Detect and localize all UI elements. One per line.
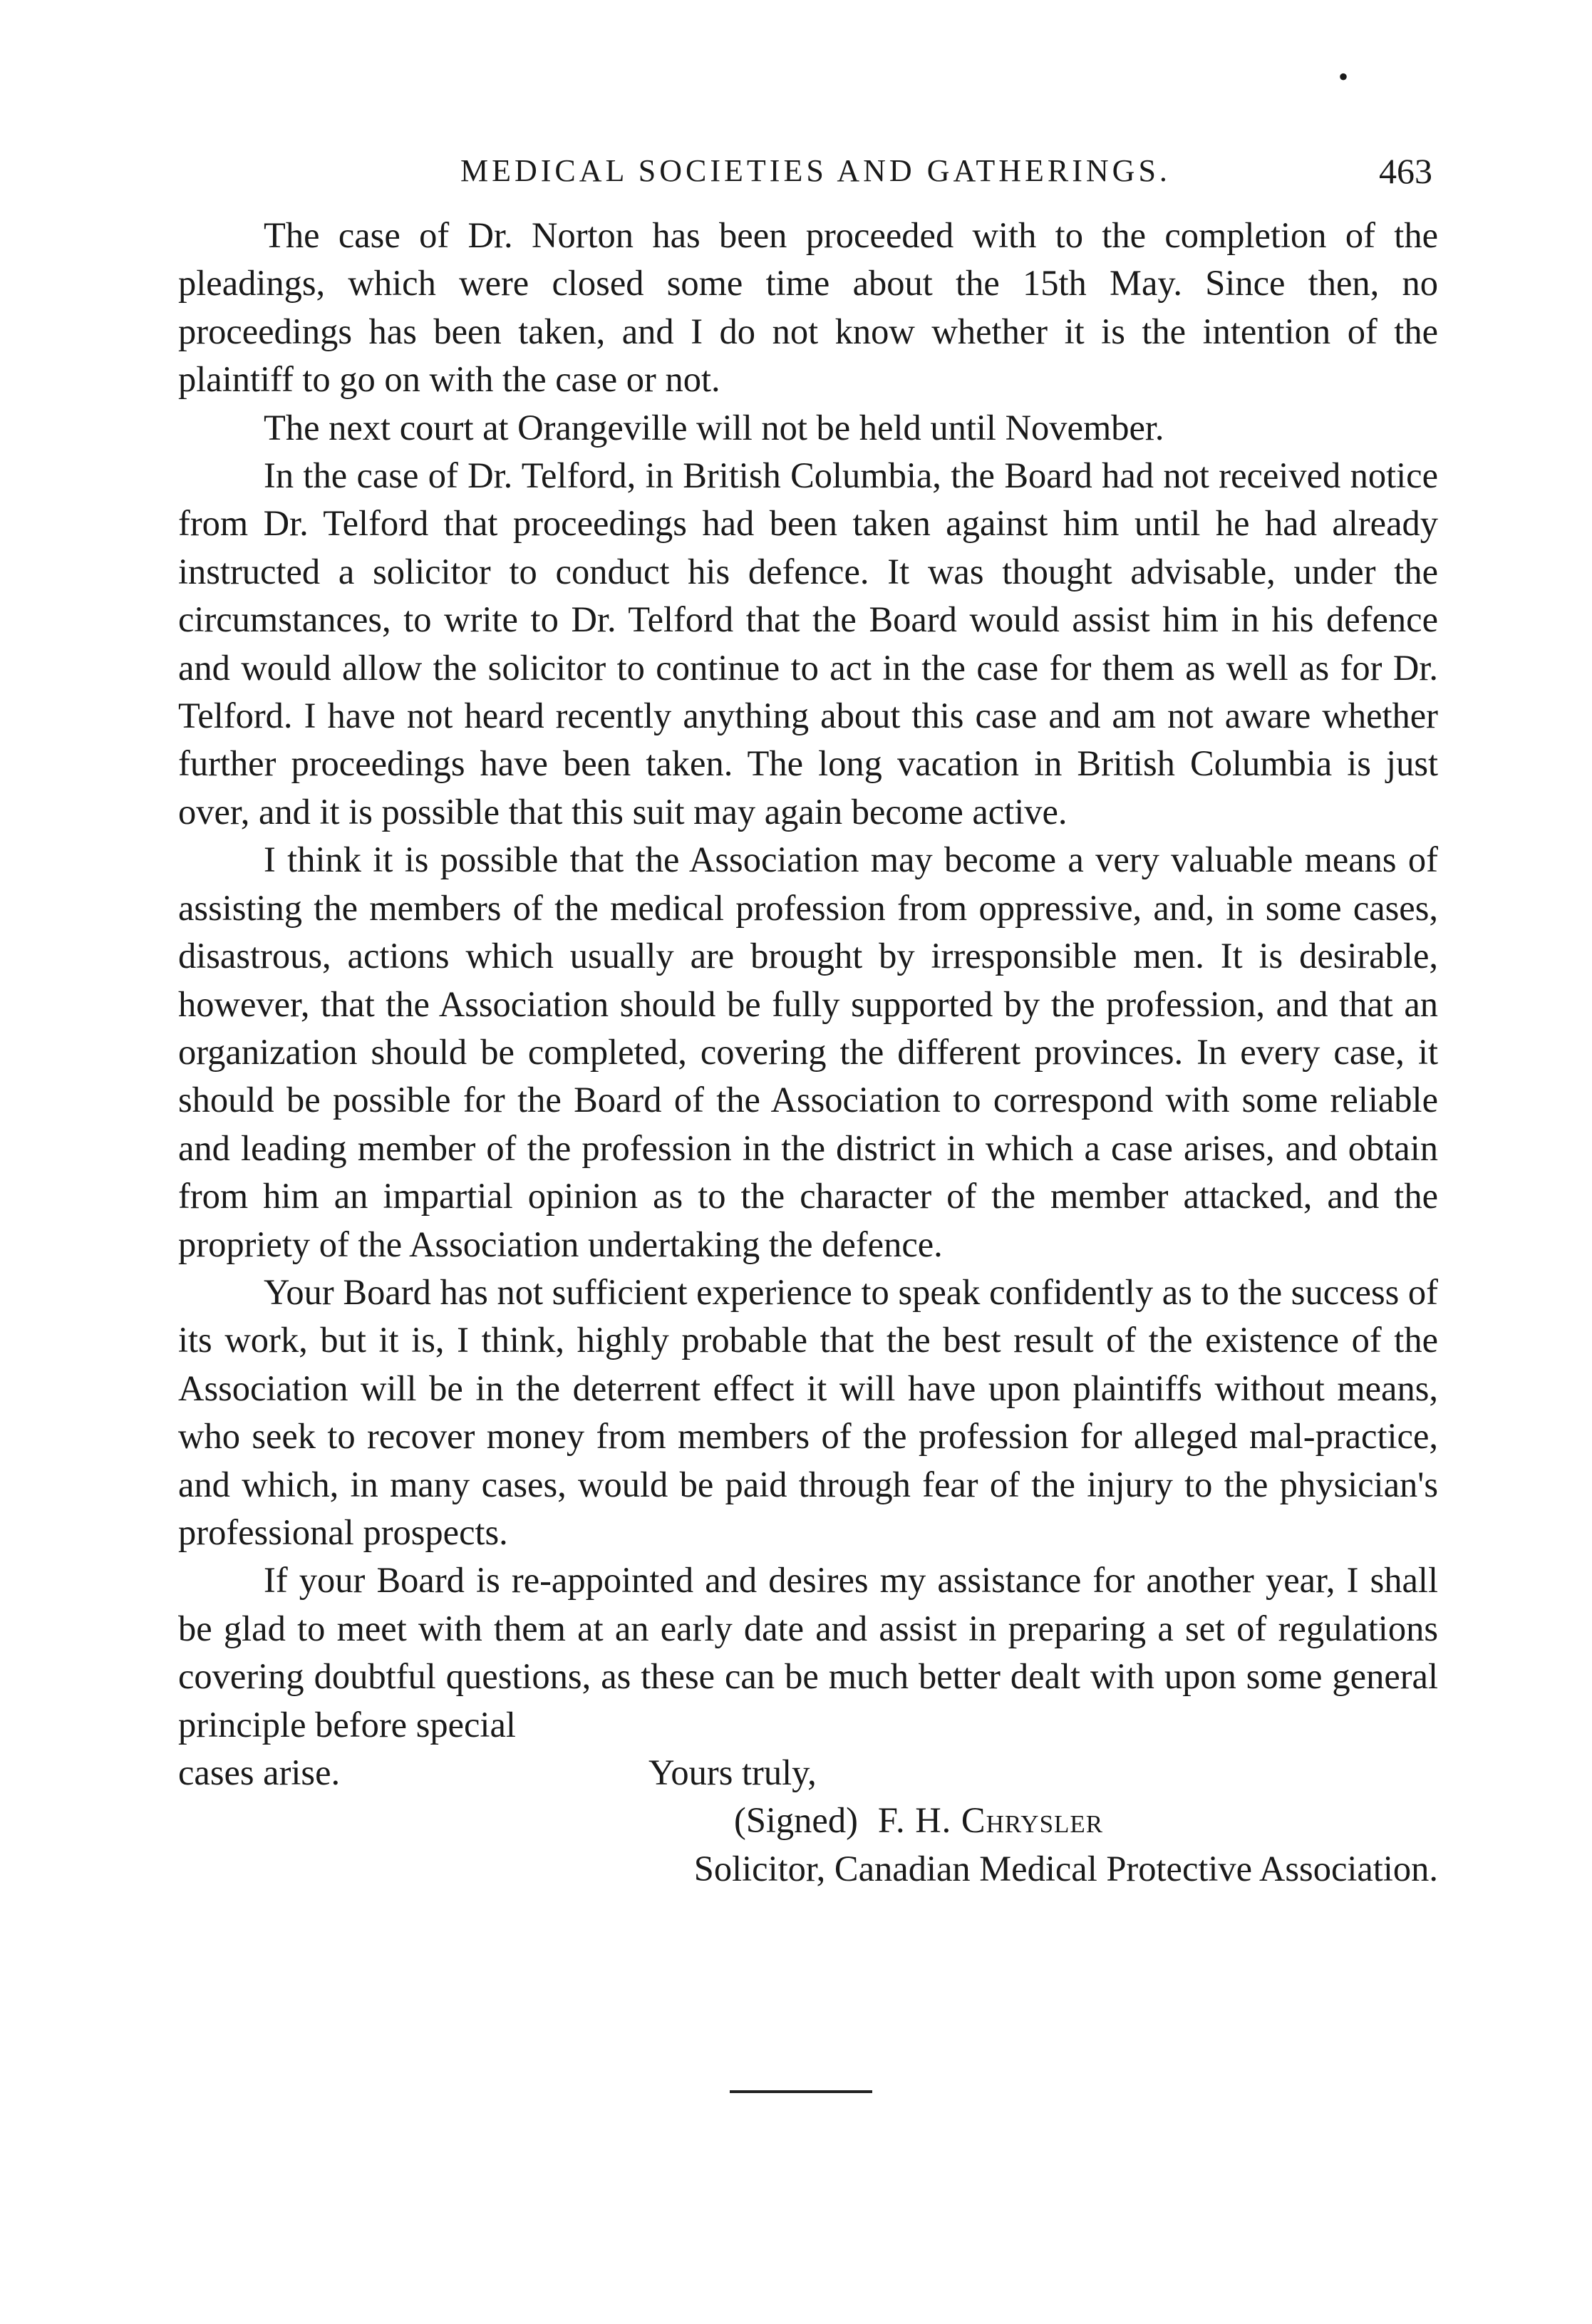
letter-closing	[178, 1749, 1438, 1893]
letter-body	[178, 212, 1438, 1893]
print-speck: •	[1338, 61, 1349, 93]
closing-rule	[730, 2090, 872, 2093]
signer-role: Solicitor, Canadian Medical Protective Association.	[693, 1849, 1438, 1889]
signed-label: (Signed)	[734, 1800, 858, 1840]
paragraph: The case of Dr. Norton has been proceeded with to the completion of the pleadings, which were closed some time about the 15th May. Since then, no proceedings has been taken, and I do not know whether it is the intention of the plaintiff to go on with the case or not.	[178, 215, 1438, 400]
valediction: Yours truly,	[648, 1752, 817, 1792]
signer-name: F. H. Chrysler	[877, 1800, 1104, 1840]
paragraph: Your Board has not sufficient experience to speak confidently as to the success of its work, but it is, I think, highly probable that the best result of the existence of the Association will be in the deterrent effect it will have upon plaintiffs without means, who seek to recover money from members of the profession for alleged mal-practice, and which, in many cases, would be paid through fear of the injury to the physician's professional prospects.	[178, 1271, 1438, 1552]
signature-line	[734, 1797, 1103, 1844]
page-number: 463	[1379, 151, 1432, 191]
paragraph: In the case of Dr. Telford, in British Columbia, the Board had not received notice from Dr. Telford that proceedings had been taken against him until he had already instructed a solicitor to conduct his defence. It was thought advisable, under the circumstances, to write to Dr. Telford that the Board would assist him in his defence and would allow the solicitor to continue to act in the case for them as well as for Dr. Telford. I have not heard recently anything about this case and am not aware whether further proceedings have been taken. The long vacation in British Columbia is just over, and it is possible that this suit may again become active.	[178, 455, 1438, 832]
running-head	[178, 150, 1432, 192]
paragraph: The next court at Orangeville will not be held until November.	[264, 407, 1164, 448]
paragraph: I think it is possible that the Association may become a very valuable means of assisting the members of the medical profession from oppressive, and, in some cases, disastrous, actions which usually are brought by irresponsible men. It is desirable, however, that the Association should be fully supported by the profession, and that an organization should be completed, covering the different provinces. In every case, it should be possible for the Board of the Association to correspond with some reliable and leading member of the profession in the district in which a case arises, and obtain from him an impartial opinion as to the character of the member attacked, and the propriety of the Association undertaking the defence.	[178, 840, 1438, 1264]
closing-last-line: cases arise.	[178, 1752, 341, 1792]
paragraph: If your Board is re-appointed and desires my assistance for another year, I shall be glad to meet with them at an early date and assist in preparing a set of regulations covering doubtful questions, as these can be much better dealt with upon some general principle before special	[178, 1560, 1438, 1745]
running-title: MEDICAL SOCIETIES AND GATHERINGS.	[460, 153, 1171, 188]
